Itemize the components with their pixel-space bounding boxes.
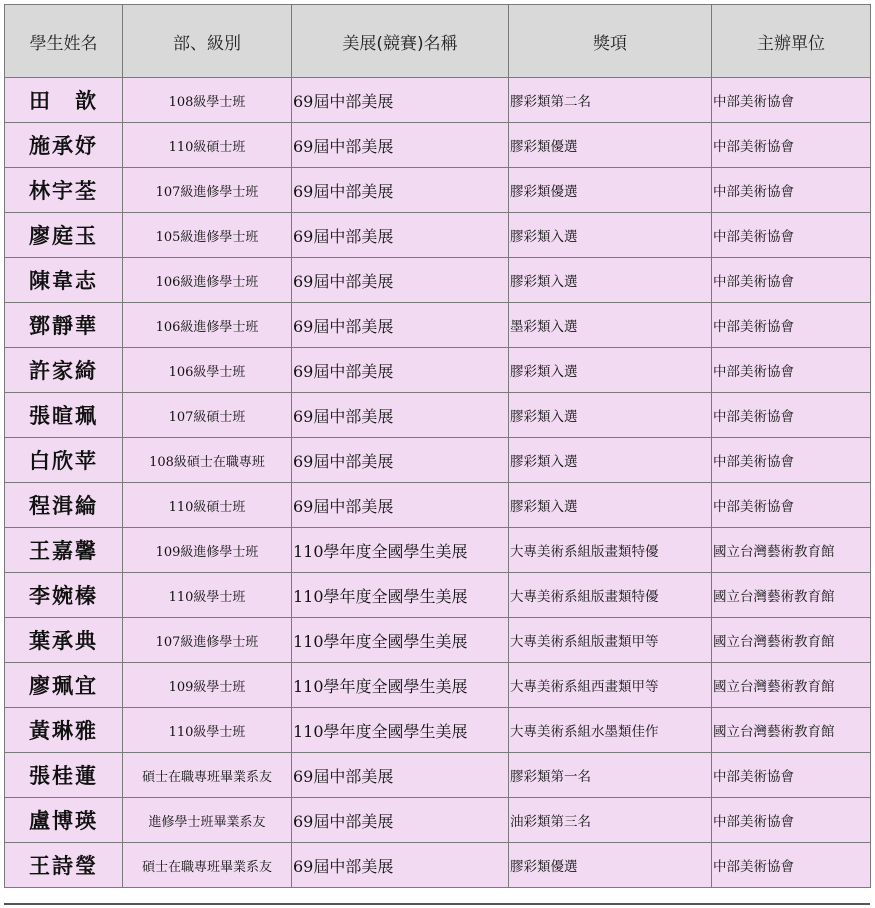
competition-cell: 110學年度全國學生美展: [292, 528, 509, 573]
organizer-cell: 中部美術協會: [712, 393, 871, 438]
award-cell: 膠彩類入選: [509, 483, 712, 528]
organizer-cell: 中部美術協會: [712, 843, 871, 888]
organizer-cell: 中部美術協會: [712, 78, 871, 123]
level-cell: 107級進修學士班: [123, 618, 292, 663]
student-name-cell: 程湒綸: [5, 483, 123, 528]
level-cell: 110級碩士班: [123, 483, 292, 528]
competition-cell: 69屆中部美展: [292, 78, 509, 123]
bottom-rule: [4, 903, 870, 905]
header-student-name: 學生姓名: [5, 5, 123, 78]
award-cell: 大專美術系組版畫類特優: [509, 528, 712, 573]
award-cell: 墨彩類入選: [509, 303, 712, 348]
organizer-cell: 中部美術協會: [712, 258, 871, 303]
table-row: [5, 258, 871, 303]
student-name-cell: 王詩瑩: [5, 843, 123, 888]
student-name-cell: 廖庭玉: [5, 213, 123, 258]
table-row: [5, 798, 871, 843]
award-cell: 大專美術系組版畫類甲等: [509, 618, 712, 663]
student-name-cell: 鄧靜華: [5, 303, 123, 348]
competition-cell: 69屆中部美展: [292, 753, 509, 798]
organizer-cell: 中部美術協會: [712, 168, 871, 213]
table-row: [5, 573, 871, 618]
level-cell: 進修學士班畢業系友: [123, 798, 292, 843]
competition-cell: 69屆中部美展: [292, 798, 509, 843]
student-name-cell: 黃琳雅: [5, 708, 123, 753]
award-cell: 膠彩類入選: [509, 393, 712, 438]
competition-cell: 110學年度全國學生美展: [292, 618, 509, 663]
competition-cell: 110學年度全國學生美展: [292, 573, 509, 618]
award-cell: 油彩類第三名: [509, 798, 712, 843]
level-cell: 107級進修學士班: [123, 168, 292, 213]
award-cell: 膠彩類入選: [509, 258, 712, 303]
level-cell: 碩士在職專班畢業系友: [123, 843, 292, 888]
organizer-cell: 中部美術協會: [712, 348, 871, 393]
table-row: [5, 618, 871, 663]
level-cell: 106級進修學士班: [123, 258, 292, 303]
award-cell: 大專美術系組西畫類甲等: [509, 663, 712, 708]
student-name-cell: 林宇荃: [5, 168, 123, 213]
header-department-level: 部、級別: [123, 5, 292, 78]
award-cell: 膠彩類優選: [509, 123, 712, 168]
level-cell: 110級學士班: [123, 573, 292, 618]
student-name-cell: 張暄珮: [5, 393, 123, 438]
award-cell: 膠彩類入選: [509, 348, 712, 393]
student-name-cell: 施承妤: [5, 123, 123, 168]
organizer-cell: 國立台灣藝術教育館: [712, 573, 871, 618]
level-cell: 108級碩士在職專班: [123, 438, 292, 483]
award-cell: 膠彩類入選: [509, 438, 712, 483]
organizer-cell: 國立台灣藝術教育館: [712, 618, 871, 663]
student-name-cell: 葉承典: [5, 618, 123, 663]
level-cell: 109級進修學士班: [123, 528, 292, 573]
level-cell: 106級學士班: [123, 348, 292, 393]
table-row: [5, 168, 871, 213]
table-row: [5, 123, 871, 168]
competition-cell: 69屆中部美展: [292, 348, 509, 393]
level-cell: 108級學士班: [123, 78, 292, 123]
award-cell: 膠彩類入選: [509, 213, 712, 258]
table-row: [5, 663, 871, 708]
competition-cell: 69屆中部美展: [292, 213, 509, 258]
competition-cell: 69屆中部美展: [292, 483, 509, 528]
student-name-cell: 白欣苹: [5, 438, 123, 483]
student-name-cell: 王嘉馨: [5, 528, 123, 573]
awards-table: [4, 4, 871, 888]
table-row: [5, 348, 871, 393]
organizer-cell: 國立台灣藝術教育館: [712, 528, 871, 573]
organizer-cell: 中部美術協會: [712, 213, 871, 258]
table-row: [5, 708, 871, 753]
competition-cell: 69屆中部美展: [292, 843, 509, 888]
student-name-cell: 陳韋志: [5, 258, 123, 303]
level-cell: 105級進修學士班: [123, 213, 292, 258]
level-cell: 107級碩士班: [123, 393, 292, 438]
table-header-row: [5, 5, 871, 78]
organizer-cell: 中部美術協會: [712, 483, 871, 528]
level-cell: 109級學士班: [123, 663, 292, 708]
header-award: 獎項: [509, 5, 712, 78]
organizer-cell: 國立台灣藝術教育館: [712, 708, 871, 753]
competition-cell: 69屆中部美展: [292, 168, 509, 213]
student-name-cell: 許家綺: [5, 348, 123, 393]
competition-cell: 69屆中部美展: [292, 303, 509, 348]
header-organizer: 主辦單位: [712, 5, 871, 78]
awards-table-container: [4, 4, 871, 888]
level-cell: 碩士在職專班畢業系友: [123, 753, 292, 798]
table-row: [5, 753, 871, 798]
organizer-cell: 中部美術協會: [712, 438, 871, 483]
award-cell: 膠彩類優選: [509, 843, 712, 888]
level-cell: 110級碩士班: [123, 123, 292, 168]
table-row: [5, 213, 871, 258]
award-cell: 膠彩類第一名: [509, 753, 712, 798]
organizer-cell: 中部美術協會: [712, 753, 871, 798]
award-cell: 大專美術系組版畫類特優: [509, 573, 712, 618]
table-row: [5, 78, 871, 123]
award-cell: 大專美術系組水墨類佳作: [509, 708, 712, 753]
student-name-cell: 盧博瑛: [5, 798, 123, 843]
table-row: [5, 843, 871, 888]
competition-cell: 69屆中部美展: [292, 438, 509, 483]
competition-cell: 110學年度全國學生美展: [292, 708, 509, 753]
table-body: [5, 78, 871, 888]
table-row: [5, 303, 871, 348]
competition-cell: 110學年度全國學生美展: [292, 663, 509, 708]
award-cell: 膠彩類優選: [509, 168, 712, 213]
student-name-cell: 李婉榛: [5, 573, 123, 618]
level-cell: 110級學士班: [123, 708, 292, 753]
level-cell: 106級進修學士班: [123, 303, 292, 348]
student-name-cell: 田 歆: [5, 78, 123, 123]
table-row: [5, 528, 871, 573]
organizer-cell: 國立台灣藝術教育館: [712, 663, 871, 708]
organizer-cell: 中部美術協會: [712, 798, 871, 843]
award-cell: 膠彩類第二名: [509, 78, 712, 123]
competition-cell: 69屆中部美展: [292, 393, 509, 438]
header-competition-name: 美展(競賽)名稱: [292, 5, 509, 78]
table-row: [5, 393, 871, 438]
organizer-cell: 中部美術協會: [712, 303, 871, 348]
student-name-cell: 張桂蓮: [5, 753, 123, 798]
competition-cell: 69屆中部美展: [292, 123, 509, 168]
organizer-cell: 中部美術協會: [712, 123, 871, 168]
competition-cell: 69屆中部美展: [292, 258, 509, 303]
student-name-cell: 廖珮宜: [5, 663, 123, 708]
table-row: [5, 483, 871, 528]
table-row: [5, 438, 871, 483]
